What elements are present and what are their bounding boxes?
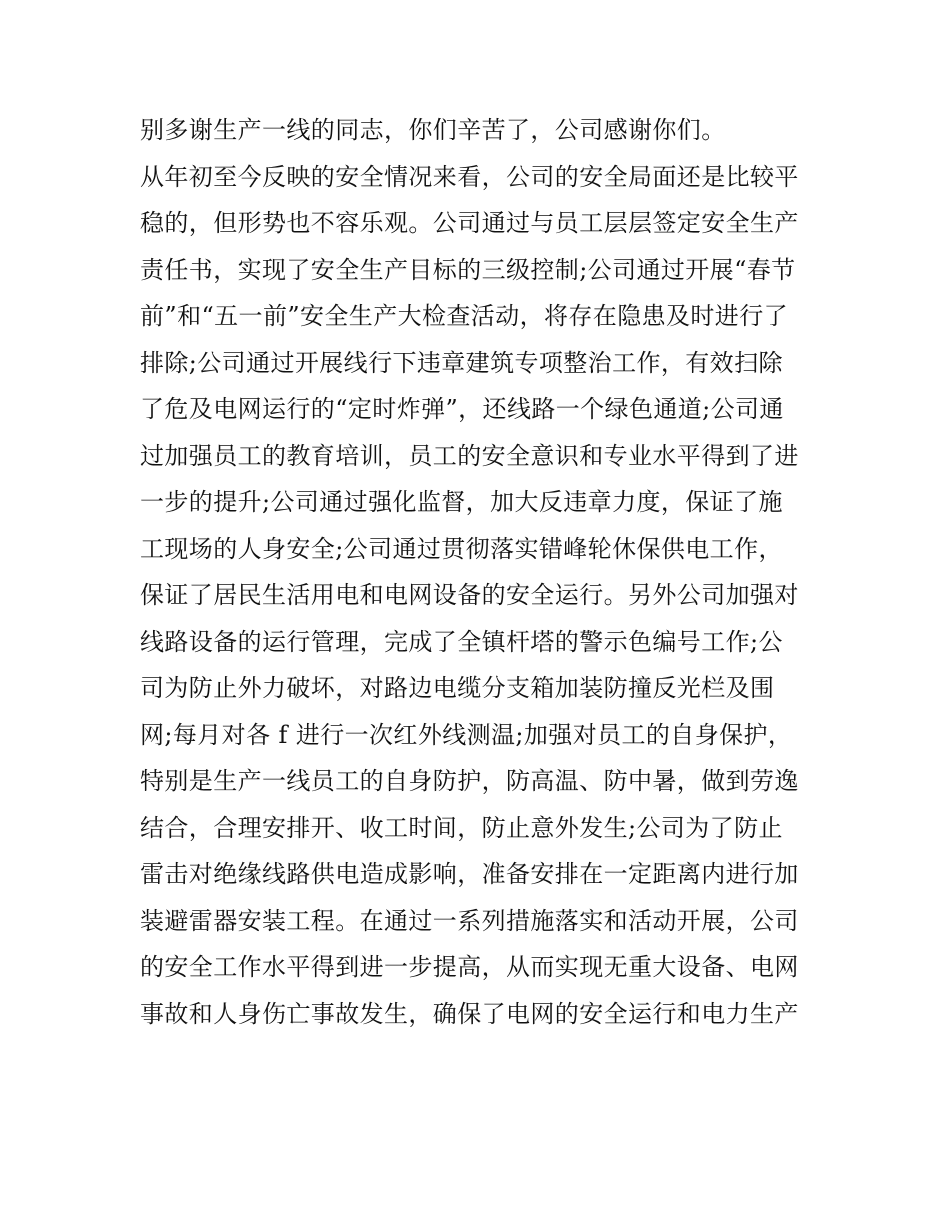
text-line: 从年初至今反映的安全情况来看，公司的安全局面还是比较平	[140, 162, 799, 191]
text-line: 司为防止外力破坏，对路边电缆分支箱加装防撞反光栏及围	[140, 674, 775, 702]
text-line: 装避雷器安装工程。在通过一系列措施落实和活动开展，公司	[140, 906, 799, 935]
text-line: 了危及电网运行的“定时炸弹”，还线路一个绿色通道;公司通	[140, 395, 784, 423]
body-text	[140, 107, 820, 1037]
text-line: 排除;公司通过开展线行下违章建筑专项整治工作，有效扫除	[140, 348, 783, 377]
text-line: 别多谢生产一线的同志，你们辛苦了，公司感谢你们。	[140, 116, 726, 144]
text-line: 保证了居民生活用电和电网设备的安全运行。另外公司加强对	[140, 581, 799, 609]
text-line: 前”和“五一前”安全生产大检查活动，将存在隐患及时进行了	[140, 302, 789, 330]
text-line: 的安全工作水平得到进一步提高，从而实现无重大设备、电网	[140, 953, 799, 981]
text-line: 过加强员工的教育培训，员工的安全意识和专业水平得到了进	[140, 441, 799, 470]
text-line: 稳的，但形势也不容乐观。公司通过与员工层层签定安全生产	[140, 209, 799, 237]
text-line: 工现场的人身安全;公司通过贯彻落实错峰轮休保供电工作，	[140, 534, 783, 563]
text-line: 一步的提升;公司通过强化监督，加大反违章力度，保证了施	[140, 488, 783, 516]
text-line: 责任书，实现了安全生产目标的三级控制;公司通过开展“春节	[140, 255, 796, 284]
text-line: 雷击对绝缘线路供电造成影响，准备安排在一定距离内进行加	[140, 860, 799, 888]
text-line: 特别是生产一线员工的自身防护，防高温、防中暑，做到劳逸	[140, 767, 799, 795]
text-line: 结合，合理安排开、收工时间，防止意外发生;公司为了防止	[140, 813, 783, 842]
text-line: 事故和人身伤亡事故发生，确保了电网的安全运行和电力生产	[140, 999, 799, 1028]
text-line: 线路设备的运行管理，完成了全镇杆塔的警示色编号工作;公	[140, 627, 783, 656]
text-line: 网;每月对各 f 进行一次红外线测温;加强对员工的自身保护，	[140, 720, 793, 749]
